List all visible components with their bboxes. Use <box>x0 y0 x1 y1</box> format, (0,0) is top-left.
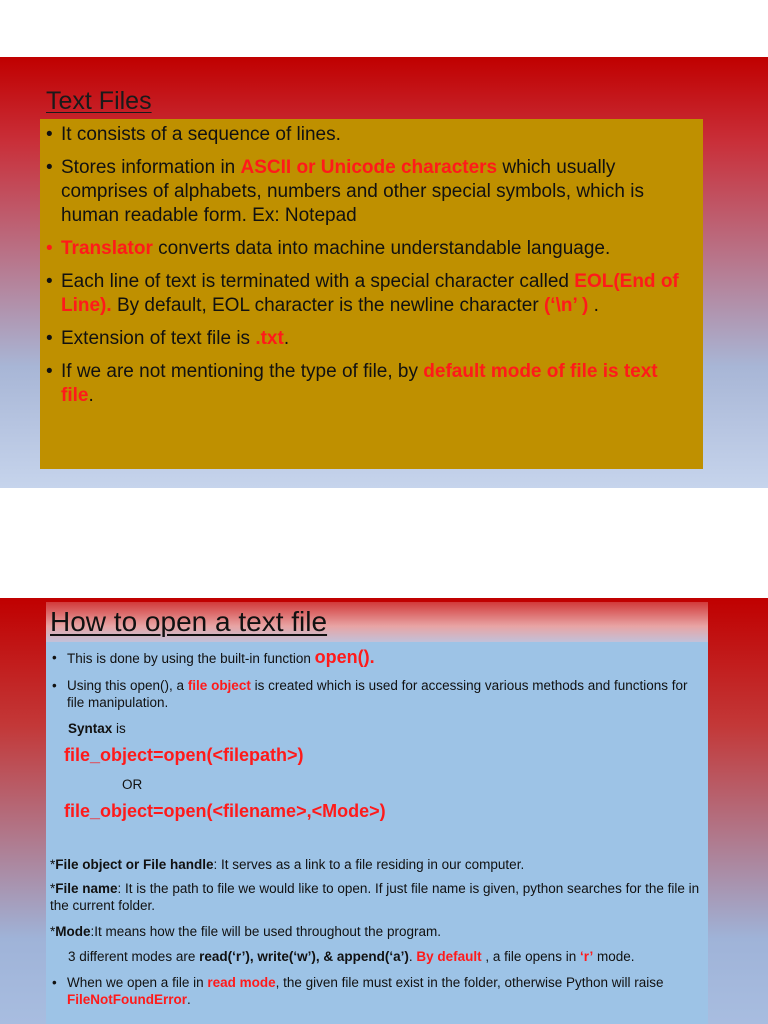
syntax-code-1: file_object=open(<filepath>) <box>64 745 304 765</box>
slide-text-files <box>0 57 768 488</box>
slide-title: Text Files <box>46 87 152 115</box>
bullet-text: . <box>88 385 94 406</box>
syntax-code-2: file_object=open(<filename>,<Mode>) <box>64 801 386 821</box>
bullet-text: . <box>588 295 599 316</box>
bullet-item <box>46 327 691 351</box>
file-name-definition: *File name: It is the path to file we would like to open. If just file name is given, python searches for the file in the current folder. <box>50 881 700 913</box>
function-name: open(). <box>314 647 375 667</box>
bullet-text: This is done by using the built-in function <box>67 651 315 666</box>
file-object-definition: *File object or File handle: It serves as a link to a file residing in our computer. <box>50 857 525 872</box>
content-box <box>40 119 703 469</box>
highlight-text: EOL(End of Line). <box>61 271 679 316</box>
or-label: OR <box>122 777 143 792</box>
highlight-text: Translator <box>61 238 153 259</box>
bullet-dot: • <box>46 157 53 178</box>
bullet-text: If we are not mentioning the type of file, by <box>61 361 424 382</box>
modes-list: 3 different modes are read(‘r’), write(‘w’), & append(‘a’). By default , a file opens in ‘r’ mode. <box>68 949 635 964</box>
bullet-text: , the given file must exist in the folder, otherwise Python will raise <box>275 975 664 990</box>
bullet-item <box>46 270 691 318</box>
bullet-item <box>46 123 691 147</box>
bullet-text: By default, EOL character is the newline character <box>111 295 544 316</box>
bullet-text: Using this open(), a <box>67 678 188 693</box>
highlight-text: default mode of file is text file <box>61 361 658 406</box>
bullet-dot: • <box>52 650 57 665</box>
bullet-text: Stores information in <box>61 157 241 178</box>
mode-definition: *Mode:It means how the file will be used throughout the program. <box>50 924 441 939</box>
bullet-item <box>46 360 691 408</box>
highlight-text: file object <box>187 678 251 693</box>
bullet-dot: • <box>46 361 53 382</box>
bullet-dot: • <box>46 124 53 145</box>
syntax-label: Syntax is <box>68 721 126 736</box>
bullet-text: . <box>283 328 290 349</box>
highlight-text: .txt <box>255 328 284 349</box>
error-name: FileNotFoundError <box>67 992 187 1007</box>
bullet-item <box>52 677 692 711</box>
bullet-text: Each line of text is terminated with a special character called <box>61 271 575 292</box>
slide-open-text-file <box>0 598 768 1024</box>
bullet-dot: • <box>46 271 53 292</box>
bullet-text: is created which is used for accessing various methods and functions for file manipulation. <box>67 678 688 710</box>
bullet-item <box>46 156 691 228</box>
bullet-text: which usually comprises of alphabets, numbers and other special symbols, which is human readable form. Ex: Notepad <box>61 157 644 226</box>
bullet-dot: • <box>52 678 57 693</box>
bullet-item <box>52 649 692 667</box>
bullet-dot: • <box>46 328 53 349</box>
bullet-text: . <box>187 992 191 1007</box>
bullet-item <box>52 974 700 1008</box>
bullet-item <box>46 237 691 261</box>
bullet-dot: • <box>52 975 57 990</box>
highlight-text: (‘\n’ ) <box>543 295 589 316</box>
slide-title: How to open a text file <box>50 606 328 637</box>
highlight-text: read mode <box>207 975 276 990</box>
bullet-text: converts data into machine understandable language. <box>152 238 611 259</box>
highlight-text: ASCII or Unicode characters <box>240 157 498 178</box>
bullet-text: Extension of text file is <box>61 328 256 349</box>
bullet-text: It consists of a sequence of lines. <box>61 124 341 145</box>
bullet-text: When we open a file in <box>67 975 208 990</box>
bullet-dot: • <box>46 238 53 259</box>
